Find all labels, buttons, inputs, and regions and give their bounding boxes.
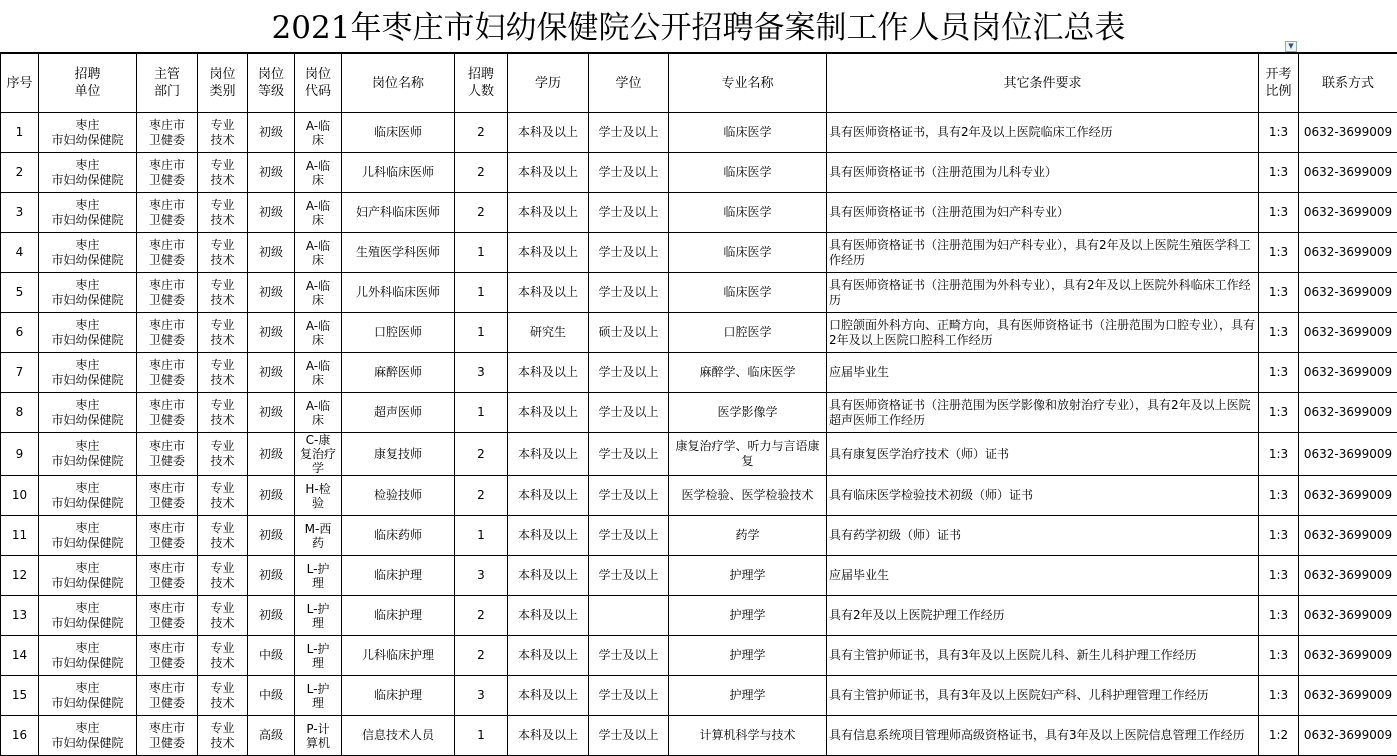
cell-degree[interactable]: 学士及以上 [589,273,669,313]
cell-contact[interactable]: 0632-3699009 [1299,476,1397,516]
cell-level[interactable]: 初级 [248,153,295,193]
cell-level[interactable]: 初级 [248,393,295,433]
cell-seq[interactable]: 7 [1,353,39,393]
cell-ratio[interactable]: 1:3 [1259,596,1299,636]
cell-level[interactable]: 高级 [248,716,295,756]
cell-code[interactable]: A-临 床 [295,393,342,433]
cell-unit[interactable]: 枣庄 市妇幼保健院 [39,433,137,476]
cell-edu[interactable]: 研究生 [508,313,589,353]
cell-type[interactable]: 专业 技术 [198,636,248,676]
cell-degree[interactable]: 学士及以上 [589,233,669,273]
cell-code[interactable]: H-检 验 [295,476,342,516]
cell-major[interactable]: 护理学 [669,676,827,716]
cell-degree[interactable]: 学士及以上 [589,556,669,596]
cell-contact[interactable]: 0632-3699009 [1299,113,1397,153]
cell-level[interactable]: 中级 [248,676,295,716]
cell-other[interactable]: 具有主管护师证书，具有3年及以上医院妇产科、儿科护理管理工作经历 [827,676,1259,716]
cell-major[interactable]: 临床医学 [669,193,827,233]
cell-name[interactable]: 儿外科临床医师 [342,273,455,313]
cell-other[interactable]: 具有医师资格证书（注册范围为医学影像和放射治疗专业），具有2年及以上医院超声医师工作经历 [827,393,1259,433]
cell-major[interactable]: 临床医学 [669,153,827,193]
cell-unit[interactable]: 枣庄 市妇幼保健院 [39,153,137,193]
cell-seq[interactable]: 1 [1,113,39,153]
cell-type[interactable]: 专业 技术 [198,393,248,433]
cell-type[interactable]: 专业 技术 [198,193,248,233]
cell-dept[interactable]: 枣庄市 卫健委 [137,273,198,313]
cell-ratio[interactable]: 1:3 [1259,313,1299,353]
header-unit: 招聘 单位 [39,54,137,113]
cell-type[interactable]: 专业 技术 [198,596,248,636]
cell-ratio[interactable]: 1:3 [1259,516,1299,556]
cell-major[interactable]: 护理学 [669,636,827,676]
cell-ratio[interactable]: 1:3 [1259,233,1299,273]
cell-unit[interactable]: 枣庄 市妇幼保健院 [39,636,137,676]
cell-type[interactable]: 专业 技术 [198,113,248,153]
cell-unit[interactable]: 枣庄 市妇幼保健院 [39,353,137,393]
cell-code[interactable]: A-临 床 [295,153,342,193]
cell-major[interactable]: 临床医学 [669,233,827,273]
cell-name[interactable]: 妇产科临床医师 [342,193,455,233]
header-name: 岗位名称 [342,54,455,113]
cell-type[interactable]: 专业 技术 [198,556,248,596]
cell-edu[interactable]: 本科及以上 [508,193,589,233]
cell-contact[interactable]: 0632-3699009 [1299,313,1397,353]
cell-code[interactable]: L-护 理 [295,636,342,676]
header-edu: 学历 [508,54,589,113]
cell-code[interactable]: A-临 床 [295,313,342,353]
table-row [1,636,1397,676]
cell-code[interactable]: A-临 床 [295,113,342,153]
header-other: 其它条件要求 [827,54,1259,113]
cell-degree[interactable]: 硕士及以上 [589,313,669,353]
cell-seq[interactable]: 13 [1,596,39,636]
cell-count[interactable]: 2 [455,193,508,233]
cell-ratio[interactable]: 1:3 [1259,193,1299,233]
cell-count[interactable]: 3 [455,556,508,596]
cell-name[interactable]: 临床护理 [342,596,455,636]
cell-seq[interactable]: 2 [1,153,39,193]
cell-edu[interactable]: 本科及以上 [508,556,589,596]
cell-contact[interactable]: 0632-3699009 [1299,636,1397,676]
cell-type[interactable]: 专业 技术 [198,313,248,353]
cell-unit[interactable]: 枣庄 市妇幼保健院 [39,193,137,233]
cell-contact[interactable]: 0632-3699009 [1299,676,1397,716]
cell-level[interactable]: 初级 [248,113,295,153]
cell-major[interactable]: 临床医学 [669,273,827,313]
cell-count[interactable]: 1 [455,716,508,756]
cell-name[interactable]: 超声医师 [342,393,455,433]
cell-count[interactable]: 2 [455,433,508,476]
cell-other[interactable]: 具有医师资格证书（注册范围为妇产科专业），具有2年及以上医院生殖医学科工作经历 [827,233,1259,273]
cell-code[interactable]: L-护 理 [295,596,342,636]
table-row [1,233,1397,273]
cell-degree[interactable]: 学士及以上 [589,113,669,153]
cell-edu[interactable]: 本科及以上 [508,476,589,516]
cell-ratio[interactable]: 1:3 [1259,113,1299,153]
cell-edu[interactable]: 本科及以上 [508,153,589,193]
cell-seq[interactable]: 9 [1,433,39,476]
cell-name[interactable]: 临床医师 [342,113,455,153]
cell-ratio[interactable]: 1:3 [1259,393,1299,433]
cell-level[interactable]: 初级 [248,193,295,233]
cell-count[interactable]: 2 [455,113,508,153]
table-row [1,353,1397,393]
cell-other[interactable]: 具有2年及以上医院护理工作经历 [827,596,1259,636]
cell-edu[interactable]: 本科及以上 [508,353,589,393]
cell-name[interactable]: 生殖医学科医师 [342,233,455,273]
cell-unit[interactable]: 枣庄 市妇幼保健院 [39,716,137,756]
cell-name[interactable]: 临床护理 [342,676,455,716]
cell-dept[interactable]: 枣庄市 卫健委 [137,556,198,596]
cell-type[interactable]: 专业 技术 [198,353,248,393]
cell-contact[interactable]: 0632-3699009 [1299,393,1397,433]
cell-name[interactable]: 儿科临床护理 [342,636,455,676]
cell-dept[interactable]: 枣庄市 卫健委 [137,433,198,476]
cell-seq[interactable]: 11 [1,516,39,556]
cell-seq[interactable]: 10 [1,476,39,516]
cell-degree[interactable]: 学士及以上 [589,193,669,233]
cell-contact[interactable]: 0632-3699009 [1299,153,1397,193]
table-row [1,273,1397,313]
cell-major[interactable]: 康复治疗学、听力与言语康复 [669,433,827,476]
header-type: 岗位 类别 [198,54,248,113]
cell-code[interactable]: A-临 床 [295,273,342,313]
cell-edu[interactable]: 本科及以上 [508,433,589,476]
cell-count[interactable]: 1 [455,233,508,273]
cell-type[interactable]: 专业 技术 [198,676,248,716]
cell-other[interactable]: 具有医师资格证书（注册范围为妇产科专业） [827,193,1259,233]
cell-unit[interactable]: 枣庄 市妇幼保健院 [39,313,137,353]
cell-contact[interactable]: 0632-3699009 [1299,516,1397,556]
cell-count[interactable]: 1 [455,393,508,433]
cell-other[interactable]: 具有医师资格证书（注册范围为外科专业），具有2年及以上医院外科临床工作经历 [827,273,1259,313]
cell-other[interactable]: 具有康复医学治疗技术（师）证书 [827,433,1259,476]
cell-seq[interactable]: 6 [1,313,39,353]
cell-other[interactable]: 具有临床医学检验技术初级（师）证书 [827,476,1259,516]
cell-other[interactable]: 口腔颌面外科方向、正畸方向，具有医师资格证书（注册范围为口腔专业），具有2年及以上医院口腔科工作经历 [827,313,1259,353]
cell-type[interactable]: 专业 技术 [198,476,248,516]
cell-degree[interactable]: 学士及以上 [589,353,669,393]
cell-ratio[interactable]: 1:3 [1259,153,1299,193]
cell-ratio[interactable]: 1:3 [1259,273,1299,313]
cell-seq[interactable]: 14 [1,636,39,676]
cell-dept[interactable]: 枣庄市 卫健委 [137,313,198,353]
cell-degree[interactable]: 学士及以上 [589,393,669,433]
cell-count[interactable]: 1 [455,273,508,313]
cell-other[interactable]: 具有药学初级（师）证书 [827,516,1259,556]
cell-dept[interactable]: 枣庄市 卫健委 [137,596,198,636]
cell-degree[interactable]: 学士及以上 [589,476,669,516]
header-ratio: 开考 比例 [1259,54,1299,113]
cell-code[interactable]: A-临 床 [295,193,342,233]
cell-major[interactable]: 护理学 [669,596,827,636]
cell-name[interactable]: 信息技术人员 [342,716,455,756]
table-row [1,556,1397,596]
table-row [1,676,1397,716]
cell-dept[interactable]: 枣庄市 卫健委 [137,153,198,193]
header-level: 岗位 等级 [248,54,295,113]
cell-dept[interactable]: 枣庄市 卫健委 [137,113,198,153]
cell-ratio[interactable]: 1:2 [1259,716,1299,756]
cell-code[interactable]: M-西 药 [295,516,342,556]
cell-degree[interactable]: 学士及以上 [589,716,669,756]
cell-count[interactable]: 1 [455,516,508,556]
cell-level[interactable]: 初级 [248,556,295,596]
cell-type[interactable]: 专业 技术 [198,516,248,556]
header-row [1,54,1397,113]
header-count: 招聘 人数 [455,54,508,113]
table-row [1,596,1397,636]
cell-count[interactable]: 2 [455,596,508,636]
cell-major[interactable]: 口腔医学 [669,313,827,353]
cell-type[interactable]: 专业 技术 [198,153,248,193]
cell-edu[interactable]: 本科及以上 [508,636,589,676]
cell-dept[interactable]: 枣庄市 卫健委 [137,676,198,716]
cell-other[interactable]: 应届毕业生 [827,556,1259,596]
cell-degree[interactable]: 学士及以上 [589,153,669,193]
cell-dept[interactable]: 枣庄市 卫健委 [137,393,198,433]
cell-type[interactable]: 专业 技术 [198,716,248,756]
cell-contact[interactable]: 0632-3699009 [1299,233,1397,273]
cell-ratio[interactable]: 1:3 [1259,353,1299,393]
cell-unit[interactable]: 枣庄 市妇幼保健院 [39,113,137,153]
header-code: 岗位 代码 [295,54,342,113]
cell-name[interactable]: 儿科临床医师 [342,153,455,193]
cell-edu[interactable]: 本科及以上 [508,516,589,556]
cell-dept[interactable]: 枣庄市 卫健委 [137,476,198,516]
cell-ratio[interactable]: 1:3 [1259,676,1299,716]
cell-name[interactable]: 康复技师 [342,433,455,476]
cell-level[interactable]: 初级 [248,273,295,313]
cell-dept[interactable]: 枣庄市 卫健委 [137,636,198,676]
header-major: 专业名称 [669,54,827,113]
cell-major[interactable]: 药学 [669,516,827,556]
table-row [1,716,1397,756]
cell-contact[interactable]: 0632-3699009 [1299,193,1397,233]
cell-level[interactable]: 初级 [248,433,295,476]
cell-contact[interactable]: 0632-3699009 [1299,556,1397,596]
cell-contact[interactable]: 0632-3699009 [1299,273,1397,313]
cell-level[interactable]: 初级 [248,353,295,393]
cell-unit[interactable]: 枣庄 市妇幼保健院 [39,676,137,716]
cell-degree[interactable]: 学士及以上 [589,676,669,716]
cell-seq[interactable]: 8 [1,393,39,433]
cell-dept[interactable]: 枣庄市 卫健委 [137,353,198,393]
table-row [1,393,1397,433]
cell-level[interactable]: 初级 [248,516,295,556]
cell-ratio[interactable]: 1:3 [1259,433,1299,476]
cell-unit[interactable]: 枣庄 市妇幼保健院 [39,516,137,556]
header-contact: 联系方式 [1299,54,1397,113]
cell-type[interactable]: 专业 技术 [198,273,248,313]
table-row [1,313,1397,353]
table-row [1,433,1397,476]
cell-type[interactable]: 专业 技术 [198,233,248,273]
cell-unit[interactable]: 枣庄 市妇幼保健院 [39,476,137,516]
header-dept: 主管 部门 [137,54,198,113]
cell-count[interactable]: 3 [455,353,508,393]
cell-name[interactable]: 检验技师 [342,476,455,516]
cell-major[interactable]: 护理学 [669,556,827,596]
cell-code[interactable]: L-护 理 [295,676,342,716]
cell-edu[interactable]: 本科及以上 [508,273,589,313]
cell-count[interactable]: 2 [455,476,508,516]
cell-other[interactable]: 具有医师资格证书（注册范围为儿科专业） [827,153,1259,193]
cell-level[interactable]: 初级 [248,596,295,636]
cell-seq[interactable]: 15 [1,676,39,716]
cell-count[interactable]: 2 [455,153,508,193]
cell-other[interactable]: 具有医师资格证书，具有2年及以上医院临床工作经历 [827,113,1259,153]
cell-contact[interactable]: 0632-3699009 [1299,596,1397,636]
cell-edu[interactable]: 本科及以上 [508,716,589,756]
cell-seq[interactable]: 5 [1,273,39,313]
table-row [1,476,1397,516]
cell-level[interactable]: 初级 [248,313,295,353]
filter-dropdown-icon[interactable]: ▼ [1285,41,1297,52]
sheet-title [0,0,1397,53]
cell-other[interactable]: 具有主管护师证书，具有3年及以上医院儿科、新生儿科护理工作经历 [827,636,1259,676]
cell-count[interactable]: 3 [455,676,508,716]
cell-code[interactable]: C-康 复治疗 学 [295,433,342,476]
cell-degree[interactable]: 学士及以上 [589,433,669,476]
cell-seq[interactable]: 4 [1,233,39,273]
table-row [1,516,1397,556]
cell-degree[interactable] [589,596,669,636]
cell-dept[interactable]: 枣庄市 卫健委 [137,233,198,273]
cell-name[interactable]: 口腔医师 [342,313,455,353]
cell-dept[interactable]: 枣庄市 卫健委 [137,516,198,556]
table-row [1,113,1397,153]
cell-major[interactable]: 计算机科学与技术 [669,716,827,756]
cell-major[interactable]: 临床医学 [669,113,827,153]
cell-count[interactable]: 1 [455,313,508,353]
cell-degree[interactable]: 学士及以上 [589,516,669,556]
cell-ratio[interactable]: 1:3 [1259,556,1299,596]
cell-edu[interactable]: 本科及以上 [508,393,589,433]
cell-major[interactable]: 麻醉学、临床医学 [669,353,827,393]
cell-contact[interactable]: 0632-3699009 [1299,716,1397,756]
cell-type[interactable]: 专业 技术 [198,433,248,476]
cell-code[interactable]: A-临 床 [295,353,342,393]
cell-name[interactable]: 麻醉医师 [342,353,455,393]
cell-unit[interactable]: 枣庄 市妇幼保健院 [39,233,137,273]
cell-level[interactable]: 初级 [248,476,295,516]
cell-edu[interactable]: 本科及以上 [508,113,589,153]
positions-table [0,53,1397,756]
cell-edu[interactable]: 本科及以上 [508,676,589,716]
cell-major[interactable]: 医学检验、医学检验技术 [669,476,827,516]
cell-code[interactable]: A-临 床 [295,233,342,273]
header-degree: 学位 [589,54,669,113]
cell-edu[interactable]: 本科及以上 [508,233,589,273]
cell-seq[interactable]: 16 [1,716,39,756]
cell-contact[interactable]: 0632-3699009 [1299,433,1397,476]
cell-degree[interactable]: 学士及以上 [589,636,669,676]
table-row [1,153,1397,193]
cell-dept[interactable]: 枣庄市 卫健委 [137,716,198,756]
cell-code[interactable]: L-护 理 [295,556,342,596]
cell-edu[interactable]: 本科及以上 [508,596,589,636]
cell-level[interactable]: 中级 [248,636,295,676]
cell-code[interactable]: P-计 算机 [295,716,342,756]
cell-seq[interactable]: 3 [1,193,39,233]
cell-unit[interactable]: 枣庄 市妇幼保健院 [39,556,137,596]
cell-major[interactable]: 医学影像学 [669,393,827,433]
cell-unit[interactable]: 枣庄 市妇幼保健院 [39,393,137,433]
cell-dept[interactable]: 枣庄市 卫健委 [137,193,198,233]
cell-other[interactable]: 应届毕业生 [827,353,1259,393]
cell-count[interactable]: 2 [455,636,508,676]
title-text: 2021年枣庄市妇幼保健院公开招聘备案制工作人员岗位汇总表 [272,10,1126,46]
cell-unit[interactable]: 枣庄 市妇幼保健院 [39,273,137,313]
table-row [1,193,1397,233]
header-seq: 序号 [1,54,39,113]
cell-ratio[interactable]: 1:3 [1259,636,1299,676]
cell-other[interactable]: 具有信息系统项目管理师高级资格证书，具有3年及以上医院信息管理工作经历 [827,716,1259,756]
cell-name[interactable]: 临床药师 [342,516,455,556]
cell-contact[interactable]: 0632-3699009 [1299,353,1397,393]
cell-level[interactable]: 初级 [248,233,295,273]
cell-name[interactable]: 临床护理 [342,556,455,596]
cell-unit[interactable]: 枣庄 市妇幼保健院 [39,596,137,636]
cell-seq[interactable]: 12 [1,556,39,596]
cell-ratio[interactable]: 1:3 [1259,476,1299,516]
